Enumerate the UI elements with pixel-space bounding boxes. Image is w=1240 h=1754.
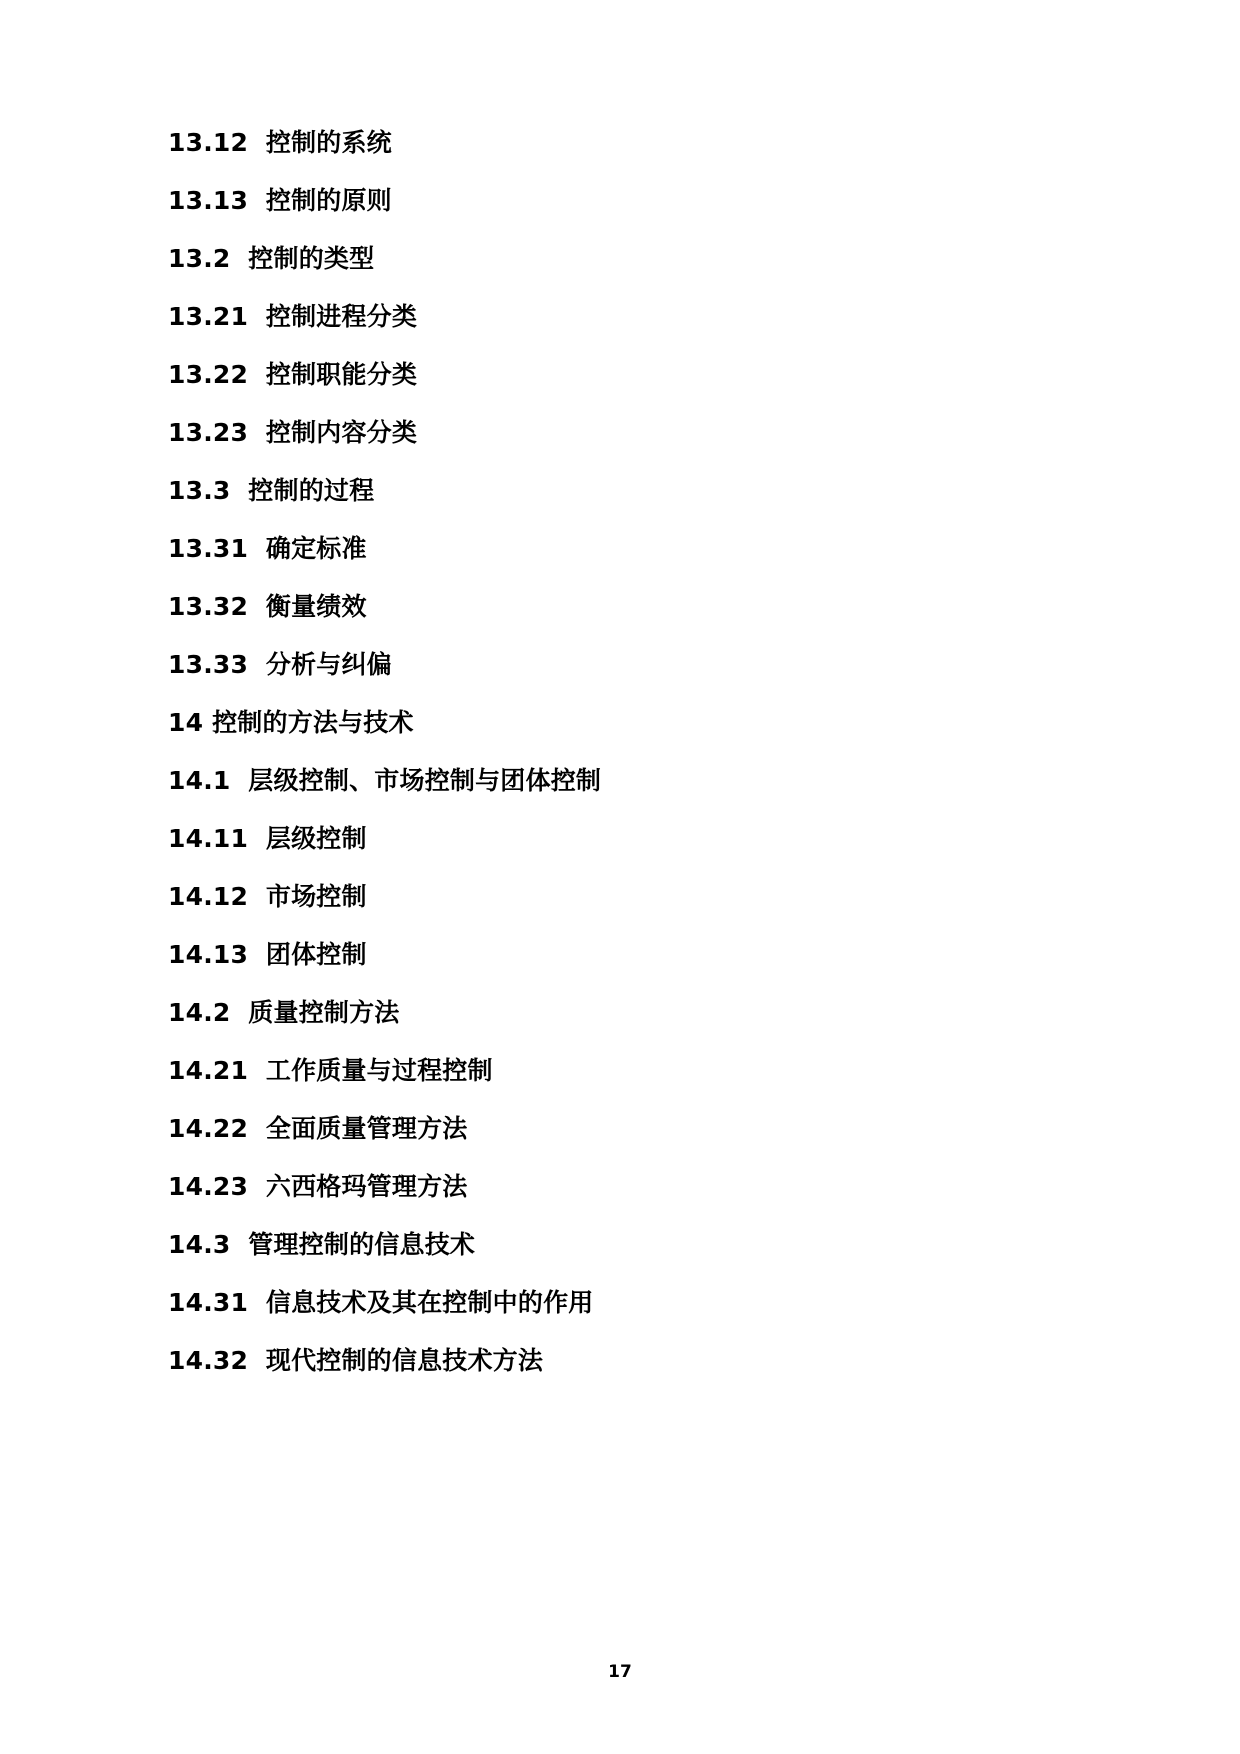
toc-entry[interactable]: 13.23 控制内容分类 (168, 418, 418, 447)
toc-entry[interactable]: 14.11 层级控制 (168, 824, 367, 853)
toc-entry[interactable]: 14.23 六西格玛管理方法 (168, 1172, 468, 1201)
toc-entry[interactable]: 14.1 层级控制、市场控制与团体控制 (168, 766, 602, 795)
toc-entry[interactable]: 13.22 控制职能分类 (168, 360, 418, 389)
toc-entry[interactable]: 13.3 控制的过程 (168, 476, 375, 505)
toc-entry[interactable]: 14.22 全面质量管理方法 (168, 1114, 468, 1143)
toc-entry[interactable]: 14.32 现代控制的信息技术方法 (168, 1346, 544, 1375)
toc-entry[interactable]: 13.13 控制的原则 (168, 186, 392, 215)
toc-entry[interactable]: 14 控制的方法与技术 (168, 708, 414, 737)
table-of-contents-list (168, 130, 1090, 1373)
toc-entry[interactable]: 14.31 信息技术及其在控制中的作用 (168, 1288, 594, 1317)
toc-entry[interactable]: 14.21 工作质量与过程控制 (168, 1056, 493, 1085)
toc-entry[interactable]: 14.13 团体控制 (168, 940, 367, 969)
toc-entry[interactable]: 14.2 质量控制方法 (168, 998, 400, 1027)
toc-entry[interactable]: 13.21 控制进程分类 (168, 302, 418, 331)
toc-entry[interactable]: 14.12 市场控制 (168, 882, 367, 911)
toc-entry[interactable]: 13.2 控制的类型 (168, 244, 375, 273)
toc-entry[interactable]: 13.32 衡量绩效 (168, 592, 367, 621)
toc-entry[interactable]: 13.31 确定标准 (168, 534, 367, 563)
toc-entry[interactable]: 14.3 管理控制的信息技术 (168, 1230, 476, 1259)
toc-entry[interactable]: 13.12 控制的系统 (168, 128, 392, 157)
toc-entry[interactable]: 13.33 分析与纠偏 (168, 650, 392, 679)
page-number: 17 (608, 1662, 632, 1682)
